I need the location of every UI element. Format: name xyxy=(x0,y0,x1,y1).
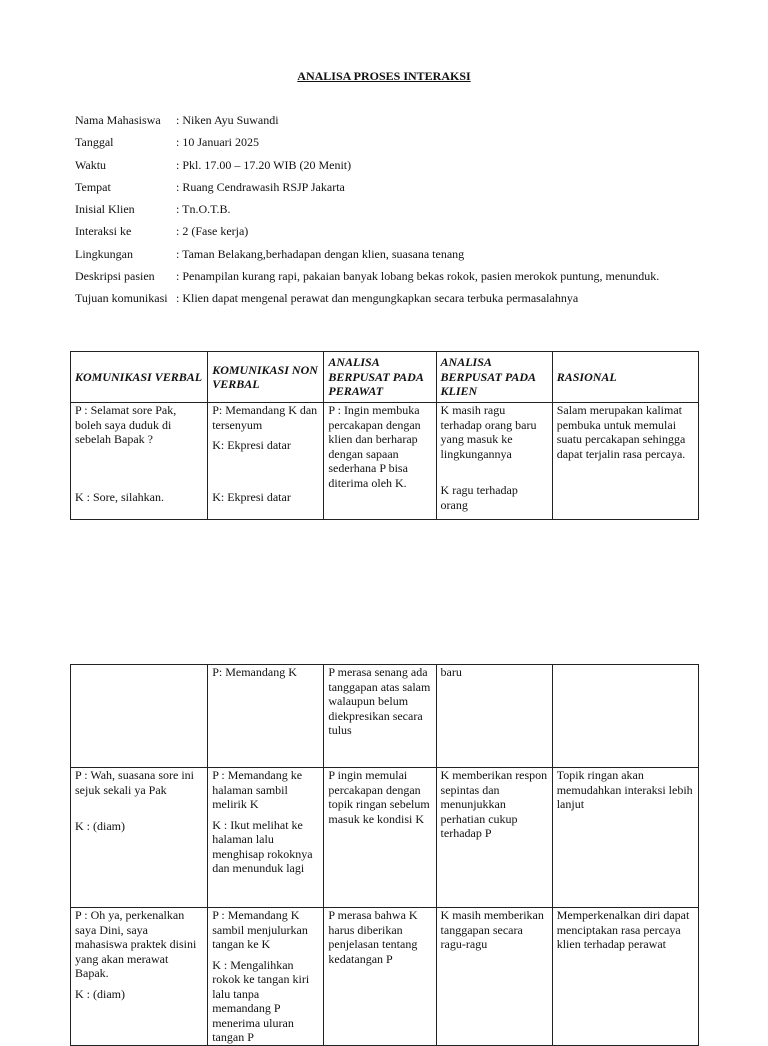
cell-analisa-perawat xyxy=(324,665,436,768)
cell-analisa-klien xyxy=(436,908,552,1046)
info-block xyxy=(75,113,715,314)
header-verbal: KOMUNIKASI VERBAL xyxy=(71,352,208,403)
verbal-k: K : Sore, silahkan. xyxy=(75,489,164,504)
info-value: : Taman Belakang,berhadapan dengan klien, suasana tenang xyxy=(176,246,465,261)
analisa-klien-text: K ragu terhadap orang xyxy=(440,483,518,512)
nonverbal-p: P: Memandang K xyxy=(212,665,297,679)
cell-nonverbal xyxy=(208,403,324,520)
nonverbal-k: K: Ekpresi datar xyxy=(212,438,291,452)
verbal-k: K : (diam) xyxy=(75,819,125,833)
info-row-inisial-klien xyxy=(75,202,715,217)
interaction-table-2 xyxy=(70,664,699,1046)
info-label: Nama Mahasiswa xyxy=(75,113,161,127)
cell-rasional xyxy=(552,403,698,520)
header-analisa-perawat: ANALISA BERPUSAT PADA PERAWAT xyxy=(324,352,436,403)
analisa-klien-text: K memberikan respon sepintas dan menunjukkan perhatian cukup terhadap P xyxy=(440,768,548,840)
info-label: Deskripsi pasien xyxy=(75,269,155,284)
info-row-interaksi xyxy=(75,224,715,239)
cell-nonverbal xyxy=(208,665,324,768)
info-label: Tempat xyxy=(75,179,111,194)
rasional-text: Salam merupakan kalimat pembuka untuk memulai suatu percakapan sehingga dapat terjalin rasa percaya. xyxy=(556,403,686,461)
info-value: : Penampilan kurang rapi, pakaian banyak lobang bekas rokok, pasien merokok puntung, menunduk. xyxy=(176,269,660,284)
verbal-k: K : (diam) xyxy=(75,986,125,1001)
nonverbal-p: P : Memandang ke halaman sambil melirik K xyxy=(212,768,303,811)
cell-nonverbal xyxy=(208,908,324,1046)
verbal-p: P : Wah, suasana sore ini sejuk sekali ya Pak xyxy=(75,768,195,797)
info-label: Waktu xyxy=(75,157,107,172)
table-row xyxy=(71,768,699,908)
info-row-deskripsi xyxy=(75,269,715,284)
info-label: Tanggal xyxy=(75,135,114,150)
cell-verbal xyxy=(71,403,208,520)
nonverbal-p: P : Memandang K sambil menjulurkan tangan ke K xyxy=(212,908,308,951)
info-value: : Niken Ayu Suwandi xyxy=(176,113,279,127)
table-row xyxy=(71,908,699,1046)
cell-rasional xyxy=(552,665,698,768)
document-title: ANALISA PROSES INTERAKSI xyxy=(297,69,471,83)
info-row-waktu xyxy=(75,158,715,173)
analisa-perawat-text: P ingin memulai percakapan dengan topik ringan sebelum masuk ke kondisi K xyxy=(328,768,430,826)
cell-rasional xyxy=(552,768,698,908)
info-row-tempat xyxy=(75,180,715,195)
analisa-klien-text: K masih memberikan tanggapan secara ragu-ragu xyxy=(440,908,544,951)
cell-analisa-klien xyxy=(436,403,552,520)
info-row-tanggal xyxy=(75,135,715,150)
analisa-klien-text: K masih ragu terhadap orang baru yang masuk ke lingkungannya xyxy=(440,403,537,461)
table-row xyxy=(71,665,699,768)
info-value: : 2 (Fase kerja) xyxy=(176,224,249,239)
header-rasional: RASIONAL xyxy=(552,352,698,403)
nonverbal-k: K: Ekpresi datar xyxy=(212,489,291,504)
cell-rasional xyxy=(552,908,698,1046)
table-header-row xyxy=(71,352,699,403)
info-value: : Ruang Cendrawasih RSJP Jakarta xyxy=(176,179,345,194)
info-row-nama xyxy=(75,113,715,128)
nonverbal-k: K : Mengalihkan rokok ke tangan kiri lalu tanpa memandang P menerima uluran tangan P xyxy=(212,957,310,1044)
info-value: : 10 Januari 2025 xyxy=(176,135,259,150)
info-value: : Tn.O.T.B. xyxy=(176,202,231,217)
cell-verbal xyxy=(71,908,208,1046)
table-row xyxy=(71,403,699,520)
cell-analisa-perawat xyxy=(324,403,436,520)
header-analisa-klien: ANALISA BERPUSAT PADA KLIEN xyxy=(436,352,552,403)
info-label: Lingkungan xyxy=(75,246,133,261)
cell-nonverbal xyxy=(208,768,324,908)
cell-analisa-klien xyxy=(436,768,552,908)
rasional-text: Memperkenalkan diri dapat menciptakan rasa percaya klien terhadap perawat xyxy=(556,908,690,951)
nonverbal-k: K : Ikut melihat ke halaman lalu menghisap rokoknya dan menunduk lagi xyxy=(212,817,313,875)
nonverbal-p: P: Memandang K dan tersenyum xyxy=(212,403,318,432)
analisa-perawat-text: P : Ingin membuka percakapan dengan klien dan berharap dengan sapaan sederhana P bisa diterima oleh K. xyxy=(328,403,421,490)
rasional-text: Topik ringan akan memudahkan interaksi lebih lanjut xyxy=(556,768,693,811)
info-label: Inisial Klien xyxy=(75,202,135,217)
cell-analisa-perawat xyxy=(324,908,436,1046)
info-value: : Klien dapat mengenal perawat dan mengungkapkan secara terbuka permasalahnya xyxy=(176,291,579,306)
header-nonverbal: KOMUNIKASI NON VERBAL xyxy=(208,352,324,403)
analisa-klien-text: baru xyxy=(440,665,462,679)
info-value: : Pkl. 17.00 – 17.20 WIB (20 Menit) xyxy=(176,157,352,172)
info-row-lingkungan xyxy=(75,247,715,262)
analisa-perawat-text: P merasa bahwa K harus diberikan penjelasan tentang kedatangan P xyxy=(328,908,418,966)
info-label: Interaksi ke xyxy=(75,224,132,239)
interaction-table-1 xyxy=(70,351,699,520)
cell-verbal xyxy=(71,665,208,768)
cell-analisa-perawat xyxy=(324,768,436,908)
cell-analisa-klien xyxy=(436,665,552,768)
verbal-p: P : Selamat sore Pak, boleh saya duduk di sebelah Bapak ? xyxy=(75,403,177,446)
analisa-perawat-text: P merasa senang ada tanggapan atas salam walaupun belum diekpresikan secara tulus xyxy=(328,665,431,737)
info-label: Tujuan komunikasi xyxy=(75,291,168,306)
info-row-tujuan xyxy=(75,291,715,306)
cell-verbal xyxy=(71,768,208,908)
verbal-p: P : Oh ya, perkenalkan saya Dini, saya mahasiswa praktek disini yang akan merawat Bapak. xyxy=(75,908,197,980)
